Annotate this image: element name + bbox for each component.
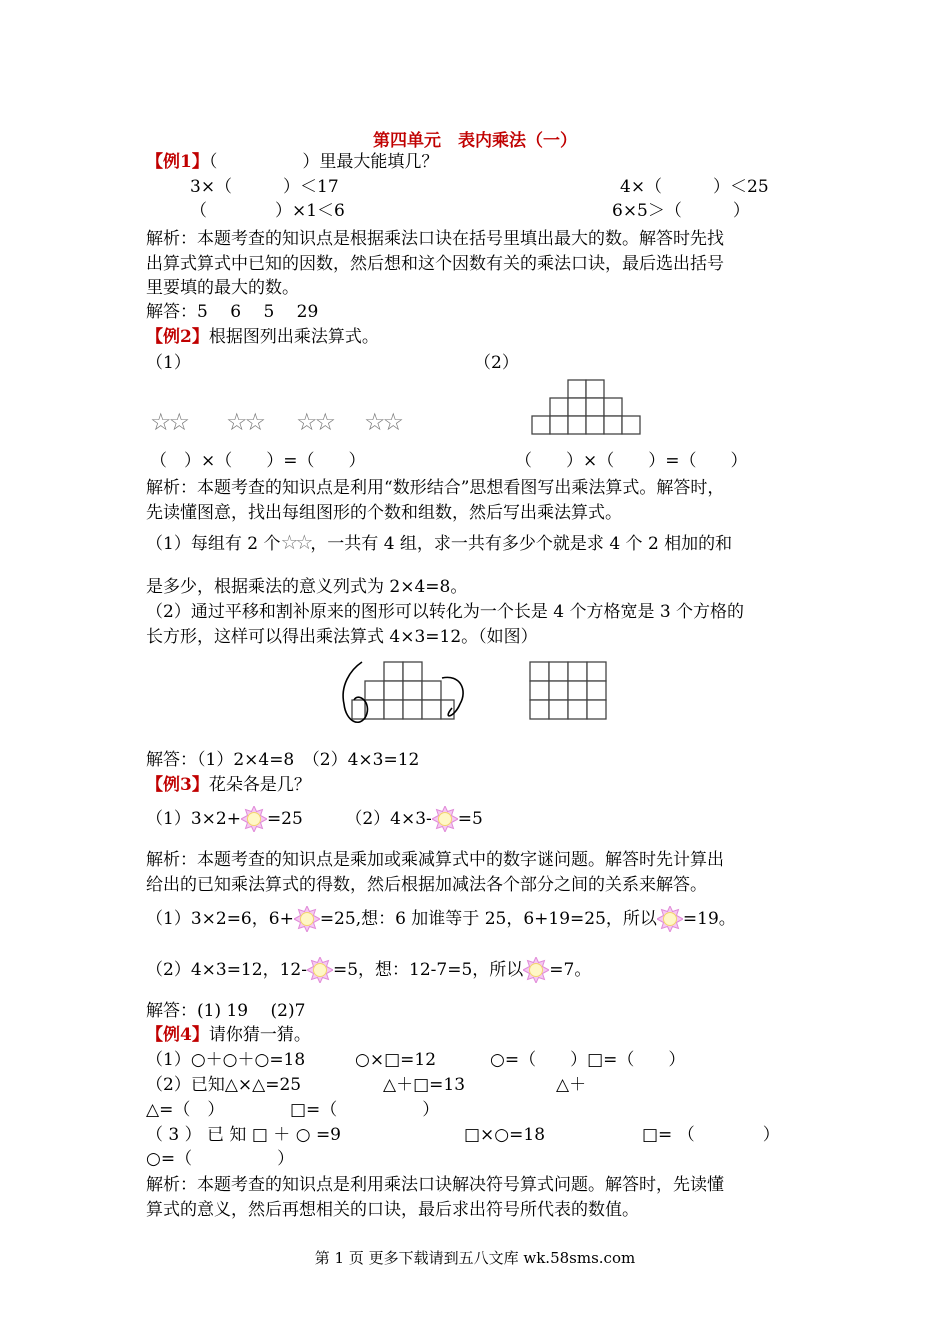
page-title: 第四单元 表内乘法（一）	[373, 131, 577, 151]
ex2-label-2: （2）	[474, 353, 519, 373]
example-4-question	[146, 1023, 311, 1047]
ex3-s2-part-c: =7。	[549, 960, 592, 980]
ex4-row4-b: □×○=18	[464, 1125, 546, 1145]
ex2-analysis-line-1: 解析：本题考查的知识点是利用“数形结合”思想看图写出乘法算式。解答时，	[146, 478, 725, 498]
flower-icon	[523, 957, 549, 983]
example-1-tag: 【例1】	[146, 152, 209, 172]
ex3-question-line	[146, 806, 483, 832]
ex4-row2-c: △＋	[556, 1075, 587, 1095]
ex3-analysis-line-1: 解析：本题考查的知识点是乘加或乘减算式中的数字谜问题。解答时先计算出	[146, 850, 724, 870]
flower-icon	[657, 906, 683, 932]
ex1-analysis-line-2: 出算式算式中已知的因数，然后想和这个因数有关的乘法口诀，最后选出括号	[146, 254, 724, 274]
ex3-analysis-line-2: 给出的已知乘法算式的得数，然后根据加减法各个部分之间的关系来解答。	[146, 875, 707, 895]
ex3-answer: 解答：(1) 19 (2)7	[146, 1001, 306, 1021]
flower-icon	[241, 806, 267, 832]
ex4-row3-b: □=（ ）	[290, 1100, 440, 1120]
example-4-prompt: 请你猜一猜。	[208, 1025, 311, 1045]
ex3-s2-part-a: （2）4×3=12，12-	[146, 960, 307, 980]
ex2-blank-2: （ ）×（ ）=（ ）	[515, 451, 748, 471]
ex3-q2-part-b: =5	[457, 809, 483, 829]
ex1-analysis-line-1: 解析：本题考查的知识点是根据乘法口诀在括号里填出最大的数。解答时先找	[146, 229, 724, 249]
ex4-row2-b: △＋□=13	[383, 1075, 466, 1095]
ex2-blank-1: （ ）×（ ）=（ ）	[150, 451, 366, 471]
ex4-row1-c: ○=（ ）□=（ ）	[490, 1050, 686, 1070]
star-group-1: ☆☆	[150, 408, 188, 436]
star-group-4: ☆☆	[364, 408, 402, 436]
ex3-s1-part-c: =19。	[682, 909, 736, 929]
ex2-answer: 解答：（1）2×4=8 （2）4×3=12	[146, 750, 420, 770]
flower-icon	[432, 806, 458, 832]
ex2-p2-part-a: （2）通过平移和割补原来的图形可以转化为一个长是 4 个方格宽是 3 个方格的	[146, 602, 745, 622]
page-footer: 第 1 页 更多下载请到五八文库 wk.58sms.com	[314, 1249, 636, 1267]
ex3-s2-part-b: =5，想：12-7=5，所以	[332, 960, 524, 980]
ex2-p1-part-b: ，一共有 4 组，求一共有多少个就是求 4 个 2 相加的和	[310, 534, 733, 554]
ex2-p1-part-c: 是多少，根据乘法的意义列式为 2×4=8。	[146, 577, 468, 597]
rectangle-grid-figure	[528, 660, 610, 724]
example-1-prompt: （ ）里最大能填几？	[208, 152, 439, 172]
flower-icon	[294, 906, 320, 932]
ex3-solution-2	[146, 957, 591, 983]
example-3-tag: 【例3】	[146, 775, 209, 795]
ex1-row2-left: （ ）×1＜6	[190, 201, 345, 221]
inline-star-pair: ☆☆	[280, 530, 311, 554]
ex4-analysis-line-1: 解析：本题考查的知识点是利用乘法口诀解决符号算式问题。解答时，先读懂	[146, 1175, 724, 1195]
ex1-answer: 解答：5 6 5 29	[146, 302, 319, 322]
ex3-q2-part-a: （2）4×3-	[353, 809, 432, 829]
example-2-prompt: 根据图列出乘法算式。	[208, 327, 379, 347]
example-2-tag: 【例2】	[146, 327, 209, 347]
ex3-solution-1	[146, 906, 736, 932]
stepped-grid-figure	[528, 378, 648, 436]
ex4-analysis-line-2: 算式的意义，然后再想相关的口诀，最后求出符号所代表的数值。	[146, 1200, 639, 1220]
ex3-q1-part-b: =25	[266, 809, 303, 829]
ex2-p2-part-b: 长方形，这样可以得出乘法算式 4×3=12。（如图）	[146, 627, 538, 647]
example-4-tag: 【例4】	[146, 1025, 209, 1045]
ex1-analysis-line-3: 里要填的最大的数。	[146, 278, 299, 298]
ex3-q1-part-a: （1）3×2+	[146, 809, 241, 829]
ex2-p1-part-a: （1）每组有 2 个	[146, 534, 281, 554]
flower-icon	[307, 957, 333, 983]
ex2-label-1: （1）	[146, 353, 191, 373]
star-group-2: ☆☆	[226, 408, 264, 436]
ex4-row1-a: （1）○＋○＋○=18	[146, 1050, 306, 1070]
ex4-row4-a: （ 3 ） 已 知 □ ＋ ○ =9	[146, 1125, 342, 1145]
ex3-s1-part-a: （1）3×2=6，6+	[146, 909, 294, 929]
translated-grid-figure	[336, 656, 476, 728]
example-2-question	[146, 325, 379, 349]
example-1-question	[146, 150, 438, 174]
example-3-question	[146, 773, 311, 797]
ex2-analysis-line-2: 先读懂图意，找出每组图形的个数和组数，然后写出乘法算式。	[146, 503, 622, 523]
ex1-row2-right: 6×5＞（ ）	[612, 201, 750, 221]
ex4-row5-a: ○=（ ）	[146, 1149, 295, 1169]
ex4-row3-a: △=（ ）	[146, 1100, 225, 1120]
ex4-row2-a: （2）已知△×△=25	[146, 1075, 302, 1095]
ex4-row4-c: □= （ ）	[642, 1125, 780, 1145]
ex1-row1-right: 4×（ ）＜25	[620, 177, 769, 197]
ex1-row1-left: 3×（ ）＜17	[190, 177, 339, 197]
ex2-paragraph-1	[146, 530, 732, 556]
ex4-row1-b: ○×□=12	[355, 1050, 437, 1070]
ex3-s1-part-b: =25,想：6 加谁等于 25，6+19=25，所以	[319, 909, 657, 929]
example-3-prompt: 花朵各是几？	[208, 775, 311, 795]
star-group-3: ☆☆	[296, 408, 334, 436]
